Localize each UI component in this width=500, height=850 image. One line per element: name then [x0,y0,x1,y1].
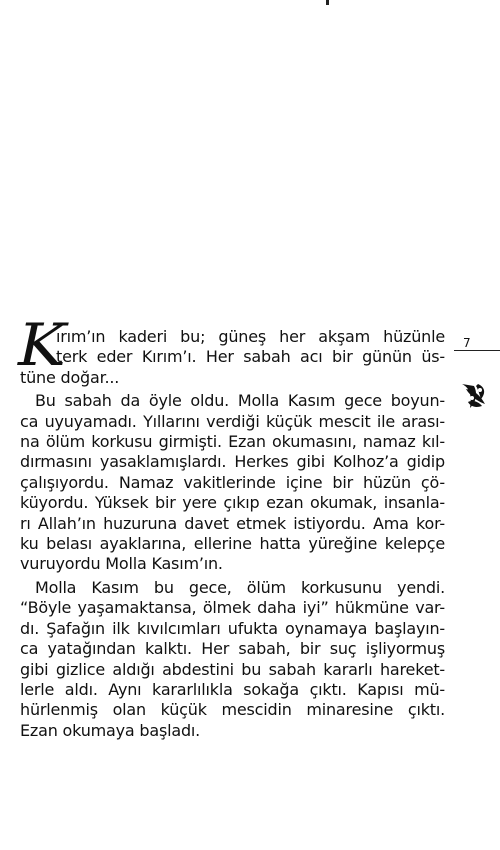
paragraph-line: küyordu. Yüksek bir yere çıkıp ezan okumak, insanla- [20,493,445,513]
paragraph-line: rı Allah’ın huzuruna davet etmek istiyordu. Ama kor- [20,513,445,533]
paragraph-line: dı. Şafağın ilk kıvılcımları ufukta oynamaya başlayın- [20,618,445,638]
opening-line: terk eder Kırım’ı. Her sabah acı bir günün üs- [56,347,445,367]
chapter-text [18,311,445,741]
paragraph-line: Bu sabah da öyle oldu. Molla Kasım gece boyun- [35,391,445,411]
opening-line: tüne doğar... [20,367,120,387]
top-edge-mark [326,0,329,5]
drop-cap-letter: K [18,311,66,379]
paragraph-line: hürlenmiş olan küçük mescidin minaresine çıktı. [20,700,445,720]
paragraph-line: “Böyle yaşamaktansa, ölmek daha iyi” hükmüne var- [20,598,445,618]
paragraph-line: Ezan okumaya başladı. [20,720,201,740]
paragraph-line: gibi gizlice aldığı abdestini bu sabah kararlı hareket- [20,659,445,679]
paragraph-two [20,578,445,741]
paragraph-line: na ölüm korkusu girmişti. Ezan okumasını, namaz kıl- [20,432,445,452]
page-number: 7 [463,336,471,350]
paragraph-line: ku belası ayaklarına, ellerine hatta yüreğine kelepçe [20,534,445,554]
paragraph-line: çalışıyordu. Namaz vakitlerinde içine bir hüzün çö- [20,472,445,492]
paragraph-line: ca uyuyamadı. Yıllarını verdiği küçük mescit ile arası- [20,411,445,431]
paragraph-line: lerle aldı. Aynı kararlılıkla sokağa çıktı. Kapısı mü- [20,679,445,699]
paragraph-line: ca yatağından kalktı. Her sabah, bir suç işliyormuş [20,639,445,659]
leaf-ornament-icon [458,380,490,412]
opening-paragraph [18,311,445,388]
paragraph-line: Molla Kasım bu gece, ölüm korkusunu yendi. [35,577,445,597]
page-number-rule [454,350,500,351]
paragraph-one [20,391,445,575]
opening-line: ırım’ın kaderi bu; güneş her akşam hüzünle [56,327,445,346]
paragraph-line: dırmasını yasaklamışlardı. Herkes gibi Kolhoz’a gidip [20,452,445,472]
paragraph-line: vuruyordu Molla Kasım’ın. [20,554,223,574]
